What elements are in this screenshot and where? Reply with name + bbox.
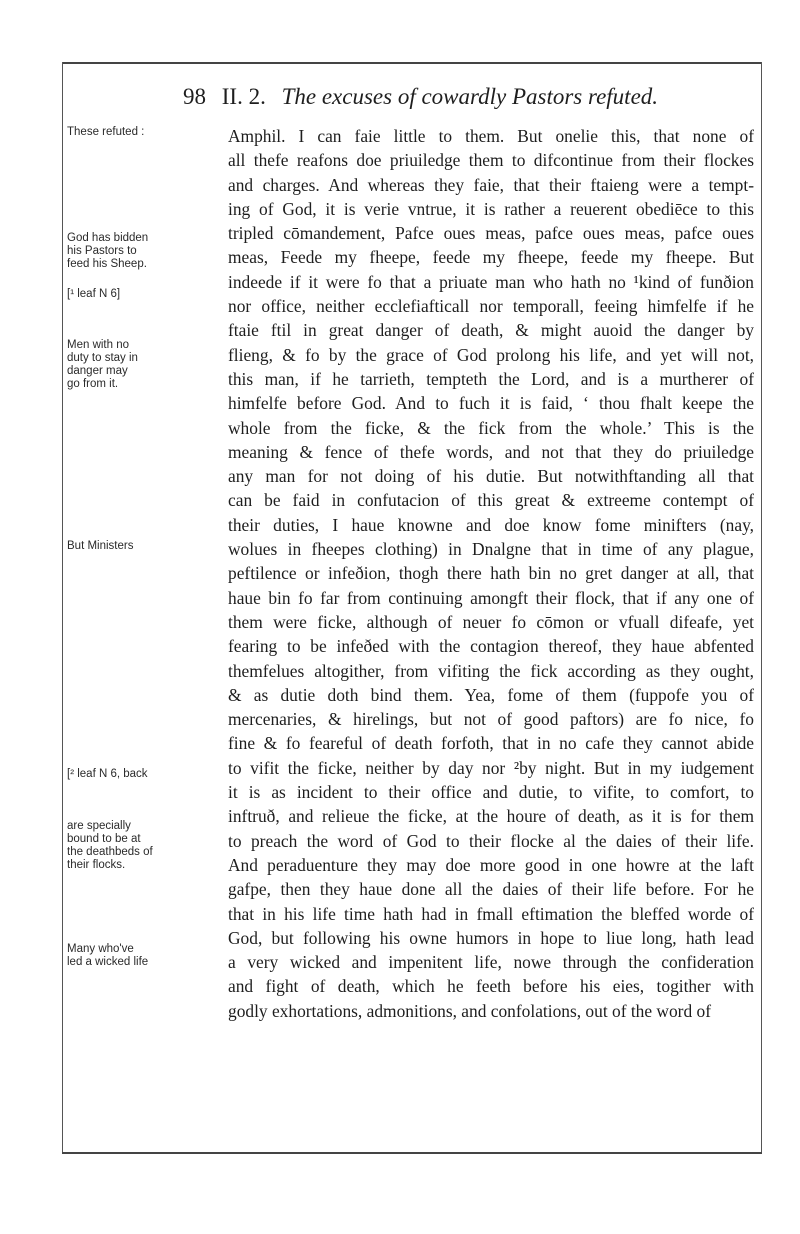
text-line: nor office, neither ecclefiafticall nor temporall, feeing himfelfe if he [228, 296, 754, 317]
margin-note: Many who've led a wicked life [67, 943, 149, 968]
text-line: inftruð, and relieue the ficke, at the houre of death, as it is for them [228, 806, 754, 827]
text-line: & as dutie doth bind them. Yea, fome of them (fuppofe you of [228, 684, 754, 705]
margin-note: Men with no duty to stay in danger may go from it. [67, 339, 138, 390]
bottom-rule [62, 1152, 762, 1154]
margin-note: God has bidden his Pastors to feed his Sheep. [67, 232, 149, 270]
text-line: Amphil. I can faie little to them. But onelie this, that none of [228, 126, 754, 146]
text-line: haue bin fo far from continuing amongft their flock, that if any one of [228, 587, 754, 608]
text-line: meas, Feede my fheepe, feede my fheepe, feede my fheepe. But [228, 247, 754, 268]
text-line: it is as incident to their office and dutie, to vifite, to comfort, to [228, 782, 754, 803]
margin-note: But Ministers [67, 540, 134, 552]
running-header [183, 82, 723, 112]
page-title: The excuses of cowardly Pastors refuted. [281, 84, 659, 109]
margin-note: [¹ leaf N 6] [67, 288, 121, 300]
text-line: that in his life time hath had in fmall eftimation the bleffed worde of [228, 903, 754, 924]
text-line: to preach the word of God to their flocke al the daies of their life. [228, 830, 754, 851]
margin-note: are specially bound to be at the deathbeds of their flocks. [67, 820, 153, 871]
text-line: and fight of death, which he feeth before his eies, togither with [228, 976, 754, 997]
text-line: and charges. And whereas they faie, that their ftaieng were a tempt- [228, 174, 754, 195]
margin-note: [² leaf N 6, back [67, 768, 148, 780]
text-line: ing of God, it is verie vntrue, it is rather a reuerent obediēce to this [228, 198, 754, 219]
text-line: them were ficke, although of neuer fo cōmon or vfuall difeafe, yet [228, 611, 754, 632]
text-line: tripled cōmandement, Pafce oues meas, pafce oues meas, pafce oues [228, 223, 754, 244]
section-number: II. 2. [221, 84, 266, 109]
left-rule [62, 62, 63, 1152]
text-line: whole from the ficke, & the fick from the whole.’ This is the [228, 417, 754, 438]
right-rule [761, 62, 762, 1152]
text-line: mercenaries, & hirelings, but not of good paftors) are fo nice, fo [228, 709, 754, 730]
text-line: himfelfe before God. And to fuch it is faid, ‘ thou fhalt keepe the [228, 393, 754, 414]
text-line: fine & fo feareful of death forfoth, that in no cafe they cannot abide [228, 733, 754, 754]
text-line: And peraduenture they may doe more good in one howre at the laft [228, 854, 754, 875]
text-line: meaning & fence of thefe words, and not that they do priuiledge [228, 441, 754, 462]
page-number: 98 [183, 84, 206, 109]
body-text [228, 124, 754, 1023]
text-line: any man for not doing of his dutie. But notwithftanding all that [228, 466, 754, 487]
text-line: this man, if he tarrieth, tempteth the Lord, and is a murtherer of [228, 368, 754, 389]
text-line: God, but following his owne humors in hope to liue long, hath lead [228, 927, 754, 948]
top-rule [62, 62, 762, 64]
text-line: themfelues altogither, from vifiting the fick according as they ought, [228, 660, 754, 681]
text-line: fearing to be infeðed with the contagion thereof, they haue abfented [228, 636, 754, 657]
text-line: peftilence or infeðion, thogh there hath bin no gret danger at all, that [228, 563, 754, 584]
text-line: all thefe reafons doe priuiledge them to difcontinue from their flockes [228, 150, 754, 171]
text-line: flieng, & fo by the grace of God prolong his life, and yet will not, [228, 344, 754, 365]
text-line: godly exhortations, admonitions, and confolations, out of the word of [228, 1000, 711, 1021]
text-line: indeede if it were fo that a priuate man who hath no ¹kind of funðion [228, 271, 754, 292]
text-line: gafpe, then they haue done all the daies of their life before. For he [228, 879, 754, 900]
text-line: a very wicked and impenitent life, nowe through the confideration [228, 952, 754, 973]
text-line: ftaie ftil in great danger of death, & might auoid the danger by [228, 320, 754, 341]
margin-note: These refuted : [67, 126, 145, 138]
text-line: wolues in fheepes clothing) in Dnalgne that in time of any plague, [228, 539, 754, 560]
text-line: their duties, I haue knowne and doe know fome minifters (nay, [228, 514, 754, 535]
text-line: to vifit the ficke, neither by day nor ²by night. But in my iudgement [228, 757, 754, 778]
text-line: can be faid in confutacion of this great & extreeme contempt of [228, 490, 754, 511]
